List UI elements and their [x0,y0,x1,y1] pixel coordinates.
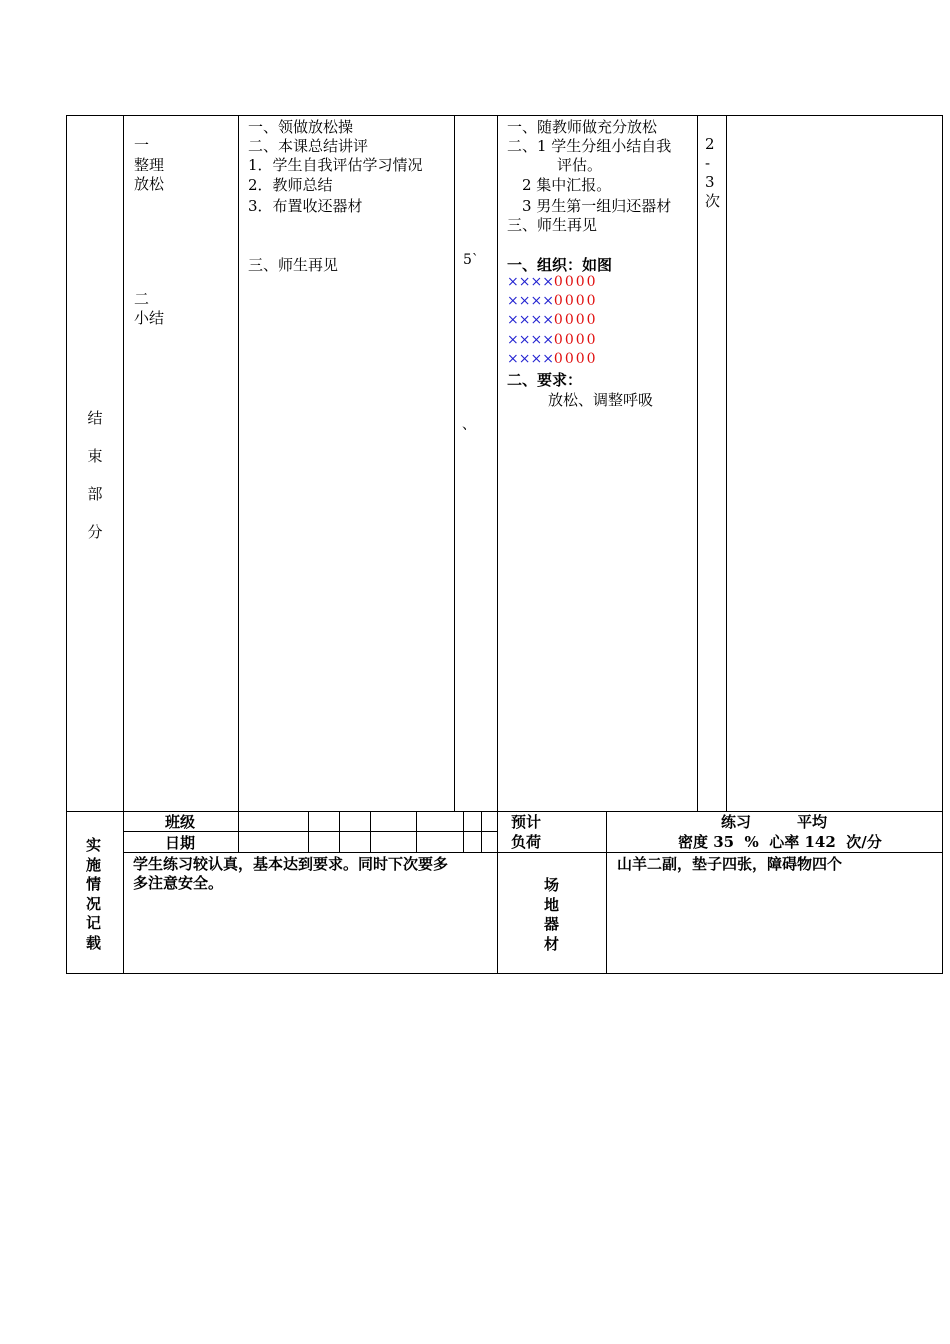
grid-cell-divider [481,811,482,853]
venue-label [544,876,564,954]
organization-title: 一、组织：如图 [507,256,613,274]
formation-circles: 0000 [553,351,598,367]
formation-row [507,350,598,369]
venue-char: 场 [544,876,560,894]
teacher-farewell: 三、师生再见 [248,256,339,274]
part-1-title-line1: 整理 [134,156,165,174]
load-label-2: 负荷 [511,833,542,851]
reps-char: - [705,154,711,172]
section-bottom-border [66,811,943,812]
teacher-line: 1．学生自我评估学习情况 [248,156,423,174]
formation-row [507,331,598,350]
load-label-1: 预计 [511,813,542,831]
record-char: 施 [86,855,102,874]
part-1-title-line2: 放松 [134,175,165,193]
formation-crosses: ×××× [507,312,554,328]
teacher-line: 二、本课总结讲评 [248,137,369,155]
column-divider-5 [697,115,698,812]
column-divider-6 [726,115,727,812]
record-text-line1: 学生练习较认真，基本达到要求。同时下次要多 [133,855,449,873]
record-char: 况 [86,894,102,913]
grid-cell-divider [463,811,464,853]
part-2-title: 小结 [134,309,165,327]
formation-crosses: ×××× [507,332,554,348]
reps-char: 3 [705,173,715,191]
venue-char: 器 [544,915,560,933]
student-line: 3 男生第一组归还器材 [522,197,672,215]
table-top-border [66,115,943,116]
time-mark: 、 [462,417,476,433]
student-line: 三、师生再见 [507,216,598,234]
formation-row [507,311,598,330]
student-line: 二、1 学生分组小结自我 [507,137,672,155]
table-right-border [942,115,943,974]
record-char: 情 [86,875,102,893]
date-label: 日期 [165,834,196,852]
formation-row [507,292,598,311]
record-char: 实 [86,836,102,854]
section-char: 部 [87,485,103,503]
formation-circles: 0000 [553,274,598,290]
formation-crosses: ×××× [507,293,554,309]
column-divider-1 [123,115,124,974]
reps-char: 次 [705,192,721,210]
table-bottom-border [66,973,943,974]
section-char: 束 [87,447,103,465]
part-1-number: 一 [134,136,150,154]
column-divider-4 [497,115,498,974]
record-char: 记 [86,914,102,932]
section-char: 结 [87,409,103,427]
student-line: 评估。 [557,156,603,174]
formation-circles: 0000 [553,312,598,328]
requirement-title: 二、要求： [507,371,583,389]
formation-row [507,273,598,292]
grid-cell-divider [308,811,309,853]
part-2-number: 二 [134,290,150,308]
venue-char: 材 [544,934,560,953]
reps-char: 2 [705,135,715,153]
table-left-border [66,115,67,974]
grid-cell-divider [370,811,371,853]
repetitions [705,135,725,211]
column-divider-2 [238,115,239,853]
practice-label: 练习 [721,813,752,831]
section-char: 分 [87,523,103,541]
student-line: 一、随教师做充分放松 [507,118,658,136]
record-label [86,836,106,953]
grid-cell-divider [339,811,340,853]
formation-circles: 0000 [553,293,598,309]
student-line: 2 集中汇报。 [522,176,612,194]
time-value: 5` [463,252,479,268]
column-divider-3 [454,115,455,812]
venue-char: 地 [544,895,560,914]
record-text-line2: 多注意安全。 [133,874,224,892]
class-label: 班级 [165,813,196,831]
grid-cell-divider [416,811,417,853]
teacher-line: 一、领做放松操 [248,118,354,136]
formation-crosses: ×××× [507,274,554,290]
formation-circles: 0000 [553,332,598,348]
equipment-text: 山羊二副，垫子四张，障碍物四个 [617,855,843,873]
requirement-text: 放松、调整呼吸 [548,391,654,409]
formation-crosses: ×××× [507,351,554,367]
density-heart-rate: 密度 35 % 心率 142 次/分 [678,833,882,851]
load-column-divider [606,811,607,974]
row-divider-record [123,852,943,853]
record-char: 载 [86,933,102,952]
average-label: 平均 [797,813,828,831]
section-label [85,399,105,551]
teacher-line: 3．布置收还器材 [248,197,363,215]
teacher-line: 2．教师总结 [248,176,333,194]
